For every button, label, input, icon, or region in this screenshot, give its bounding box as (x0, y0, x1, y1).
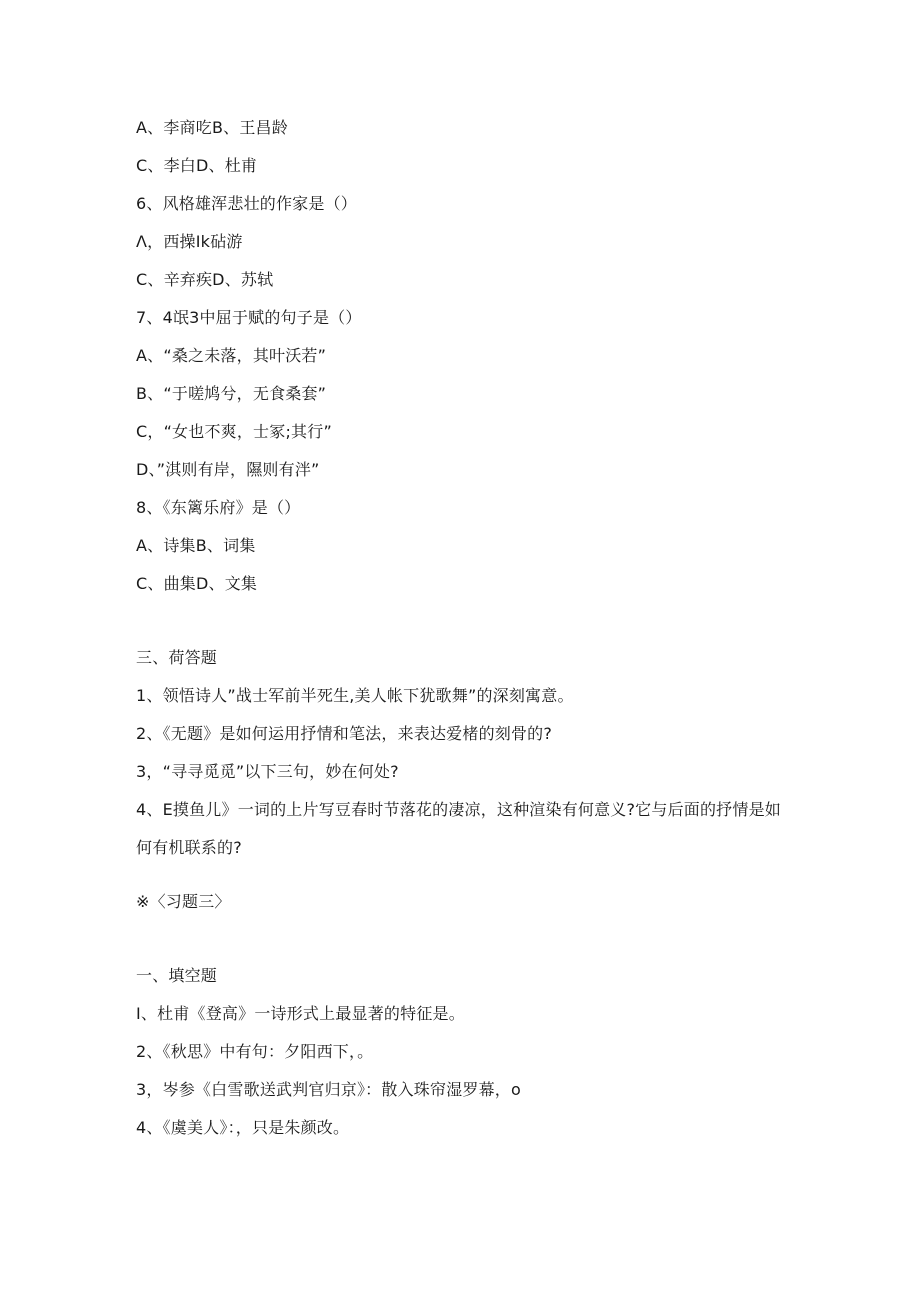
option-line: B、“于嗟鸠兮，无食桑套” (136, 384, 327, 403)
option-line: C、辛弃疾D、苏轼 (136, 270, 274, 289)
question-line: 3，“寻寻觅觅”以下三句，妙在何处? (136, 762, 399, 781)
option-line: D、”淇则有岸，隰则有泮” (136, 460, 320, 479)
question-line: 3，岑参《白雪歌送武判官归京》：散入珠帘湿罗幕，o (136, 1080, 521, 1099)
section-heading: 一、填空题 (136, 966, 218, 985)
question-line: I、杜甫《登高》一诗形式上最显著的特征是。 (136, 1004, 465, 1023)
option-line: A、诗集B、词集 (136, 536, 256, 555)
option-line: C、曲集D、文集 (136, 574, 258, 593)
question-line: 4、《虞美人》：，只是朱颜改。 (136, 1118, 350, 1137)
option-line: C、李白D、杜甫 (136, 156, 258, 175)
exercise-heading: ※〈习题三〉 (136, 892, 231, 911)
question-line: 7、4氓3中屈于赋的句子是（） (136, 308, 362, 327)
question-line: 2、《秋思》中有句：夕阳西下，。 (136, 1042, 374, 1061)
option-line: C，“女也不爽，士冢;其行” (136, 422, 332, 441)
question-line: 2、《无题》是如何运用抒情和笔法，来表达爱楮的刻骨的? (136, 724, 553, 743)
question-line: 1、领悟诗人”战士军前半死生,美人帐下犹歌舞”的深刻寓意。 (136, 686, 574, 705)
question-line: 6、风格雄浑悲壮的作家是（） (136, 194, 357, 213)
section-heading: 三、荷答题 (136, 648, 218, 667)
option-line: Λ，西操Ik砧游 (136, 232, 243, 251)
option-line: A、李商吃B、王昌龄 (136, 118, 288, 137)
option-line: A、“桑之未落，其叶沃若” (136, 346, 327, 365)
question-line: 8、《东篱乐府》是（） (136, 498, 301, 517)
question-line: 4、E摸鱼儿》一词的上片写豆春时节落花的凄凉，这种渲染有何意义?它与后面的抒情是如何有机联系的? (136, 800, 781, 857)
